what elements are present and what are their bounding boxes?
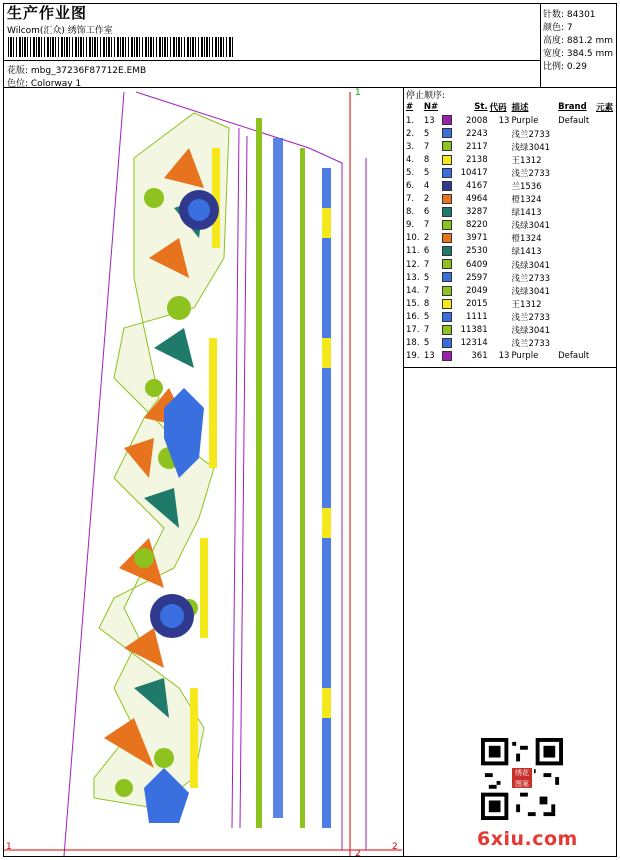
stop-stitches: 3971 (465, 233, 488, 244)
stop-element (595, 127, 617, 140)
color-swatch-icon (442, 325, 452, 335)
stop-code: 13 (498, 115, 510, 126)
color-swatch-icon (442, 141, 452, 151)
color-swatch-icon (442, 338, 452, 348)
stop-row (405, 193, 617, 206)
stop-code (489, 193, 511, 206)
stop-brand (557, 271, 595, 284)
stop-needle: 8 (423, 154, 430, 165)
stop-element (595, 324, 617, 337)
color-swatch (441, 245, 455, 258)
stop-needle: 5 (423, 128, 430, 139)
stop-stitches: 11381 (460, 325, 488, 336)
stop-brand: Default (558, 115, 590, 126)
stop-needle: 13 (423, 351, 435, 362)
color-swatch (441, 297, 455, 310)
stop-brand (557, 193, 595, 206)
stop-needle: 7 (423, 141, 430, 152)
stop-element (595, 258, 617, 271)
spec-height: 高度: 881.2 mm (543, 36, 614, 46)
spec-stitches: 针数: 84301 (543, 10, 596, 20)
stop-needle: 5 (423, 272, 430, 283)
stop-stitches: 2530 (465, 246, 488, 257)
stop-code (489, 337, 511, 350)
stop-stitches: 361 (471, 351, 488, 362)
stop-needle: 2 (423, 233, 430, 244)
stop-desc: Purple (511, 115, 539, 126)
stop-idx: 15. (406, 298, 420, 309)
stop-stitches: 1111 (465, 311, 488, 322)
color-swatch-icon (442, 312, 452, 322)
header-divider-v (540, 3, 541, 87)
stop-desc: 浅绿3041 (511, 142, 551, 153)
stop-code (489, 232, 511, 245)
color-swatch-icon (442, 233, 452, 243)
stop-brand: Default (558, 351, 590, 362)
stop-code: 13 (498, 351, 510, 362)
color-swatch (441, 166, 455, 179)
stop-row (405, 310, 617, 323)
stop-idx: 3. (406, 141, 415, 152)
stop-row (405, 324, 617, 337)
stop-row (405, 297, 617, 310)
stop-desc: Purple (511, 351, 539, 362)
stop-code (489, 140, 511, 153)
stop-brand (557, 140, 595, 153)
stop-row (405, 271, 617, 284)
stop-element (595, 271, 617, 284)
stop-desc: 绿1413 (511, 208, 542, 219)
stop-row (405, 245, 617, 258)
color-swatch (441, 114, 455, 127)
stop-needle: 5 (423, 338, 430, 349)
spec-colors: 颜色: 7 (543, 23, 573, 33)
stop-stitches: 2243 (465, 128, 488, 139)
colorway: 色位: Colorway 1 (7, 79, 82, 89)
seal-text: 绣花 图案 (515, 769, 529, 788)
stop-desc: 浅绿3041 (511, 260, 551, 271)
stop-desc: 浅兰2733 (511, 273, 551, 284)
stop-desc: 浅绿3041 (511, 221, 551, 232)
stop-brand (557, 245, 595, 258)
stop-element (595, 114, 617, 127)
stop-row (405, 179, 617, 192)
stop-row (405, 284, 617, 297)
stop-stitches: 2015 (465, 298, 488, 309)
color-swatch-icon (442, 207, 452, 217)
stop-element (595, 310, 617, 323)
color-swatch (441, 258, 455, 271)
stop-brand (557, 206, 595, 219)
stop-element (595, 297, 617, 310)
stop-code (489, 127, 511, 140)
color-swatch (441, 219, 455, 232)
stop-idx: 16. (406, 311, 420, 322)
stop-idx: 11. (406, 246, 420, 257)
stop-needle: 7 (423, 220, 430, 231)
color-swatch (441, 140, 455, 153)
stop-code (489, 271, 511, 284)
stop-element (595, 350, 617, 363)
color-swatch (441, 127, 455, 140)
stop-element (595, 337, 617, 350)
stop-desc: 浅兰2733 (511, 129, 551, 140)
guide-marker-2-bottom: 2 (355, 849, 361, 859)
stop-brand (557, 337, 595, 350)
stop-needle: 7 (423, 259, 430, 270)
stop-desc: 橙1324 (511, 195, 542, 206)
stop-row (405, 127, 617, 140)
stop-brand (557, 153, 595, 166)
table-bottom-line (403, 367, 617, 368)
stop-element (595, 153, 617, 166)
spec-width: 宽度: 384.5 mm (543, 49, 614, 59)
stop-row (405, 206, 617, 219)
stop-desc: 王1312 (511, 299, 542, 310)
stop-needle: 6 (423, 246, 430, 257)
stop-stitches: 2597 (465, 272, 488, 283)
stop-code (489, 219, 511, 232)
stop-idx: 9. (406, 220, 415, 231)
stop-brand (557, 324, 595, 337)
color-swatch (441, 271, 455, 284)
stop-brand (557, 179, 595, 192)
stop-element (595, 140, 617, 153)
stop-needle: 2 (423, 194, 430, 205)
stop-element (595, 179, 617, 192)
stop-idx: 8. (406, 207, 415, 218)
stop-sequence-title: 停止顺序: (406, 91, 446, 101)
stop-code (489, 153, 511, 166)
stop-idx: 2. (406, 128, 415, 139)
color-swatch (441, 232, 455, 245)
stop-needle: 7 (423, 325, 430, 336)
stop-needle: 13 (423, 115, 435, 126)
color-swatch-icon (442, 259, 452, 269)
color-swatch-icon (442, 220, 452, 230)
stop-idx: 14. (406, 285, 420, 296)
color-swatch-icon (442, 155, 452, 165)
color-swatch (441, 206, 455, 219)
stop-code (489, 258, 511, 271)
stop-code (489, 166, 511, 179)
color-swatch (441, 350, 455, 363)
color-swatch (441, 324, 455, 337)
stop-row (405, 232, 617, 245)
stop-element (595, 166, 617, 179)
color-swatch-icon (442, 272, 452, 282)
stop-stitches: 10417 (460, 167, 488, 178)
stop-stitches: 8220 (465, 220, 488, 231)
stop-stitches: 3287 (465, 207, 488, 218)
stop-idx: 13. (406, 272, 420, 283)
stop-stitches: 2138 (465, 154, 488, 165)
stop-needle: 7 (423, 285, 430, 296)
watermark: 6xiu.com (477, 828, 578, 850)
stop-needle: 5 (423, 311, 430, 322)
color-swatch (441, 153, 455, 166)
col-code: 代码 (489, 103, 507, 113)
stop-element (595, 284, 617, 297)
color-swatch-icon (442, 299, 452, 309)
barcode (8, 37, 233, 57)
color-swatch (441, 179, 455, 192)
color-swatch-icon (442, 286, 452, 296)
stop-idx: 18. (406, 338, 420, 349)
stop-desc: 浅兰2733 (511, 339, 551, 350)
stop-element (595, 193, 617, 206)
stop-needle: 6 (423, 207, 430, 218)
stop-desc: 兰1536 (511, 182, 542, 193)
stop-row (405, 166, 617, 179)
col-desc: 描述 (511, 103, 529, 113)
stop-brand (557, 166, 595, 179)
col-st: St. (474, 102, 488, 112)
stop-needle: 8 (423, 298, 430, 309)
stop-idx: 4. (406, 154, 415, 165)
stop-idx: 10. (406, 233, 420, 244)
stop-row (405, 337, 617, 350)
stop-idx: 17. (406, 325, 420, 336)
header-divider-h (3, 60, 540, 61)
guide-marker-1-top: 1 (355, 88, 361, 98)
stop-stitches: 4167 (465, 181, 488, 192)
col-idx: # (406, 102, 414, 112)
stop-code (489, 245, 511, 258)
stop-desc: 王1312 (511, 155, 542, 166)
color-swatch (441, 284, 455, 297)
stop-sequence-table (405, 100, 617, 363)
stop-desc: 绿1413 (511, 247, 542, 258)
stop-brand (557, 297, 595, 310)
stop-desc: 浅绿3041 (511, 326, 551, 337)
stop-stitches: 6409 (465, 259, 488, 270)
stop-row (405, 258, 617, 271)
stop-code (489, 206, 511, 219)
stop-element (595, 219, 617, 232)
embroidery-design-preview (4, 88, 402, 856)
color-swatch (441, 193, 455, 206)
col-brand: Brand (558, 102, 587, 112)
stop-desc: 浅绿3041 (511, 286, 551, 297)
stop-stitches: 4964 (465, 194, 488, 205)
stop-idx: 12. (406, 259, 420, 270)
stop-needle: 5 (423, 167, 430, 178)
design-file: 花版: mbg_37236F87712E.EMB (7, 66, 147, 76)
stop-brand (557, 219, 595, 232)
stop-code (489, 297, 511, 310)
stop-brand (557, 127, 595, 140)
stop-idx: 7. (406, 194, 415, 205)
spec-scale: 比例: 0.29 (543, 62, 587, 72)
stop-desc: 浅兰2733 (511, 168, 551, 179)
col-element: 元素 (596, 103, 614, 113)
color-swatch-icon (442, 128, 452, 138)
col-n: N# (423, 102, 439, 112)
stop-desc: 浅兰2733 (511, 312, 551, 323)
company-name: Wilcom(汇众) 绣饰工作室 (7, 26, 113, 36)
stop-desc: 橙1324 (511, 234, 542, 245)
stop-code (489, 284, 511, 297)
color-swatch-icon (442, 181, 452, 191)
stop-row (405, 114, 617, 127)
color-swatch-icon (442, 115, 452, 125)
stop-idx: 6. (406, 181, 415, 192)
stop-row (405, 153, 617, 166)
stop-code (489, 179, 511, 192)
stop-stitches: 12314 (460, 338, 488, 349)
stop-element (595, 206, 617, 219)
stop-stitches: 2117 (465, 141, 488, 152)
stop-row (405, 140, 617, 153)
guide-marker-1-bottom: 1 (6, 842, 12, 852)
color-swatch (441, 310, 455, 323)
color-swatch (441, 337, 455, 350)
seal-stamp (510, 766, 534, 790)
preview-divider (403, 87, 404, 857)
stop-brand (557, 284, 595, 297)
color-swatch-icon (442, 194, 452, 204)
color-swatch-icon (442, 351, 452, 361)
stop-needle: 4 (423, 181, 430, 192)
stop-stitches: 2008 (465, 115, 488, 126)
stop-idx: 1. (406, 115, 415, 126)
stop-brand (557, 310, 595, 323)
stop-code (489, 324, 511, 337)
stop-row (405, 350, 617, 363)
page-title: 生产作业图 (7, 4, 88, 22)
color-swatch-icon (442, 168, 452, 178)
color-swatch-icon (442, 246, 452, 256)
stop-brand (557, 232, 595, 245)
stop-idx: 19. (406, 351, 420, 362)
stop-idx: 5. (406, 167, 415, 178)
stop-brand (557, 258, 595, 271)
stop-row (405, 219, 617, 232)
guide-marker-2: 2 (392, 842, 398, 852)
stop-code (489, 310, 511, 323)
stop-stitches: 2049 (465, 285, 488, 296)
stop-element (595, 232, 617, 245)
stop-element (595, 245, 617, 258)
